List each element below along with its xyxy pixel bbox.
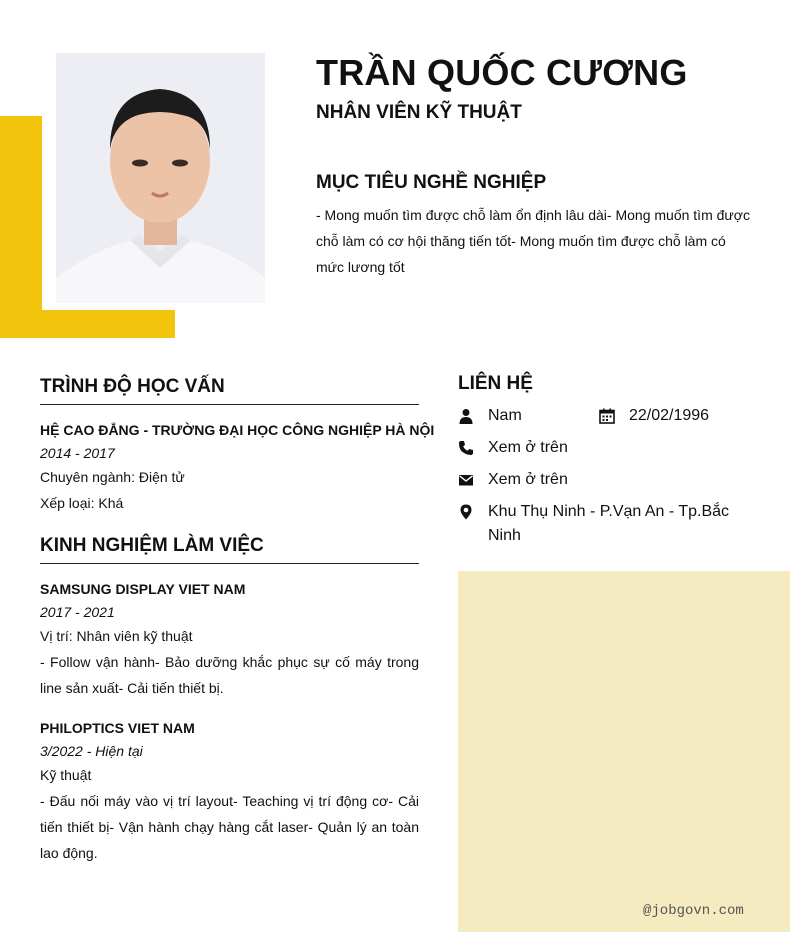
contact-address [458,500,758,548]
experience-period: 2017 - 2021 [40,604,115,620]
experience-heading: KINH NGHIỆM LÀM VIỆC [40,535,419,564]
dob-value: 22/02/1996 [629,407,710,424]
objective-text: - Mong muốn tìm được chỗ làm ổn định lâu dài- Mong muốn tìm được chỗ làm có cơ hội thăng tiến tốt- Mong muốn tìm được chỗ làm có mức lương tốt [316,207,750,275]
contact-dob [599,404,709,428]
education-school: HỆ CAO ĐẲNG - TRƯỜNG ĐẠI HỌC CÔNG NGHIỆP HÀ NỘI [40,422,435,438]
experience-company: PHILOPTICS VIET NAM [40,720,195,736]
decorative-cream-panel [458,571,790,932]
education-entry [40,418,435,516]
contact-phone [458,436,568,460]
decorative-yellow-bar-vertical [0,116,42,338]
decorative-yellow-bar-horizontal [0,310,175,338]
address-value: Khu Thụ Ninh - P.Vạn An - Tp.Bắc Ninh [488,503,730,544]
experience-description: - Đấu nối máy vào vị trí layout- Teaching vị trí động cơ- Cải tiến thiết bị- Vận hành chạy hàng cắt laser- Quản lý an toàn lao động. [40,793,419,861]
email-value: Xem ở trên [488,471,568,488]
job-title: NHÂN VIÊN KỸ THUẬT [316,102,522,123]
experience-position: Vị trí: Nhân viên kỹ thuật [40,628,193,644]
education-grade: Xếp loại: Khá [40,495,124,511]
experience-period: 3/2022 - Hiện tại [40,743,143,759]
education-heading: TRÌNH ĐỘ HỌC VẤN [40,376,419,405]
experience-entry [40,716,419,866]
education-period: 2014 - 2017 [40,445,115,461]
experience-position: Kỹ thuật [40,767,92,783]
gender-value: Nam [488,407,522,424]
experience-company: SAMSUNG DISPLAY VIET NAM [40,581,246,597]
contact-email [458,468,568,492]
watermark: @jobgovn.com [643,903,744,919]
contact-heading: LIÊN HỆ [458,373,533,394]
education-major: Chuyên ngành: Điện tử [40,469,185,485]
experience-description: - Follow vận hành- Bảo dưỡng khắc phục sự cố máy trong line sản xuất- Cải tiến thiết bị. [40,654,419,696]
person-icon [458,408,474,424]
calendar-icon [599,408,615,424]
profile-photo [56,53,265,303]
location-pin-icon [458,504,474,520]
phone-icon [458,440,474,456]
candidate-name: TRẦN QUỐC CƯƠNG [316,52,688,93]
envelope-icon [458,472,474,488]
experience-entry [40,577,419,701]
contact-gender [458,404,522,428]
phone-value: Xem ở trên [488,439,568,456]
objective-heading: MỤC TIÊU NGHỀ NGHIỆP [316,172,547,193]
